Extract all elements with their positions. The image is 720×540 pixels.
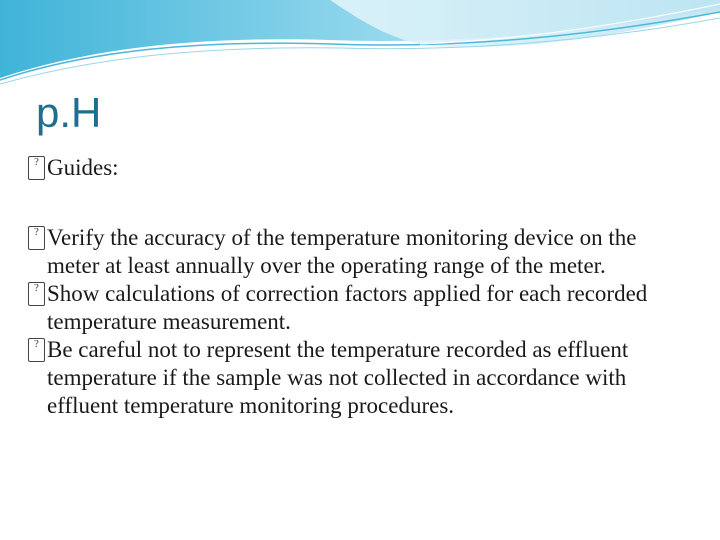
slide-body (28, 150, 688, 420)
guides-heading (28, 154, 688, 182)
list-item-text: Verify the accuracy of the temperature monitoring device on the meter at least annually over the operating range of the meter. (47, 225, 637, 278)
guides-list (28, 224, 688, 420)
list-item (28, 224, 688, 280)
missing-glyph-bullet-icon: ? (28, 282, 45, 306)
missing-glyph-bullet-icon: ? (28, 156, 45, 180)
guides-label: Guides: (47, 155, 119, 180)
header-wave-decoration (0, 0, 720, 90)
list-item-text: Be careful not to represent the temperature recorded as effluent temperature if the sample was not collected in accordance with effluent temperature monitoring procedures. (47, 337, 629, 418)
list-item (28, 280, 688, 336)
list-item-text: Show calculations of correction factors applied for each recorded temperature measurement. (47, 281, 648, 334)
missing-glyph-bullet-icon: ? (28, 338, 45, 362)
missing-glyph-bullet-icon: ? (28, 226, 45, 250)
slide-title: p.H (36, 89, 102, 136)
list-item (28, 336, 688, 420)
